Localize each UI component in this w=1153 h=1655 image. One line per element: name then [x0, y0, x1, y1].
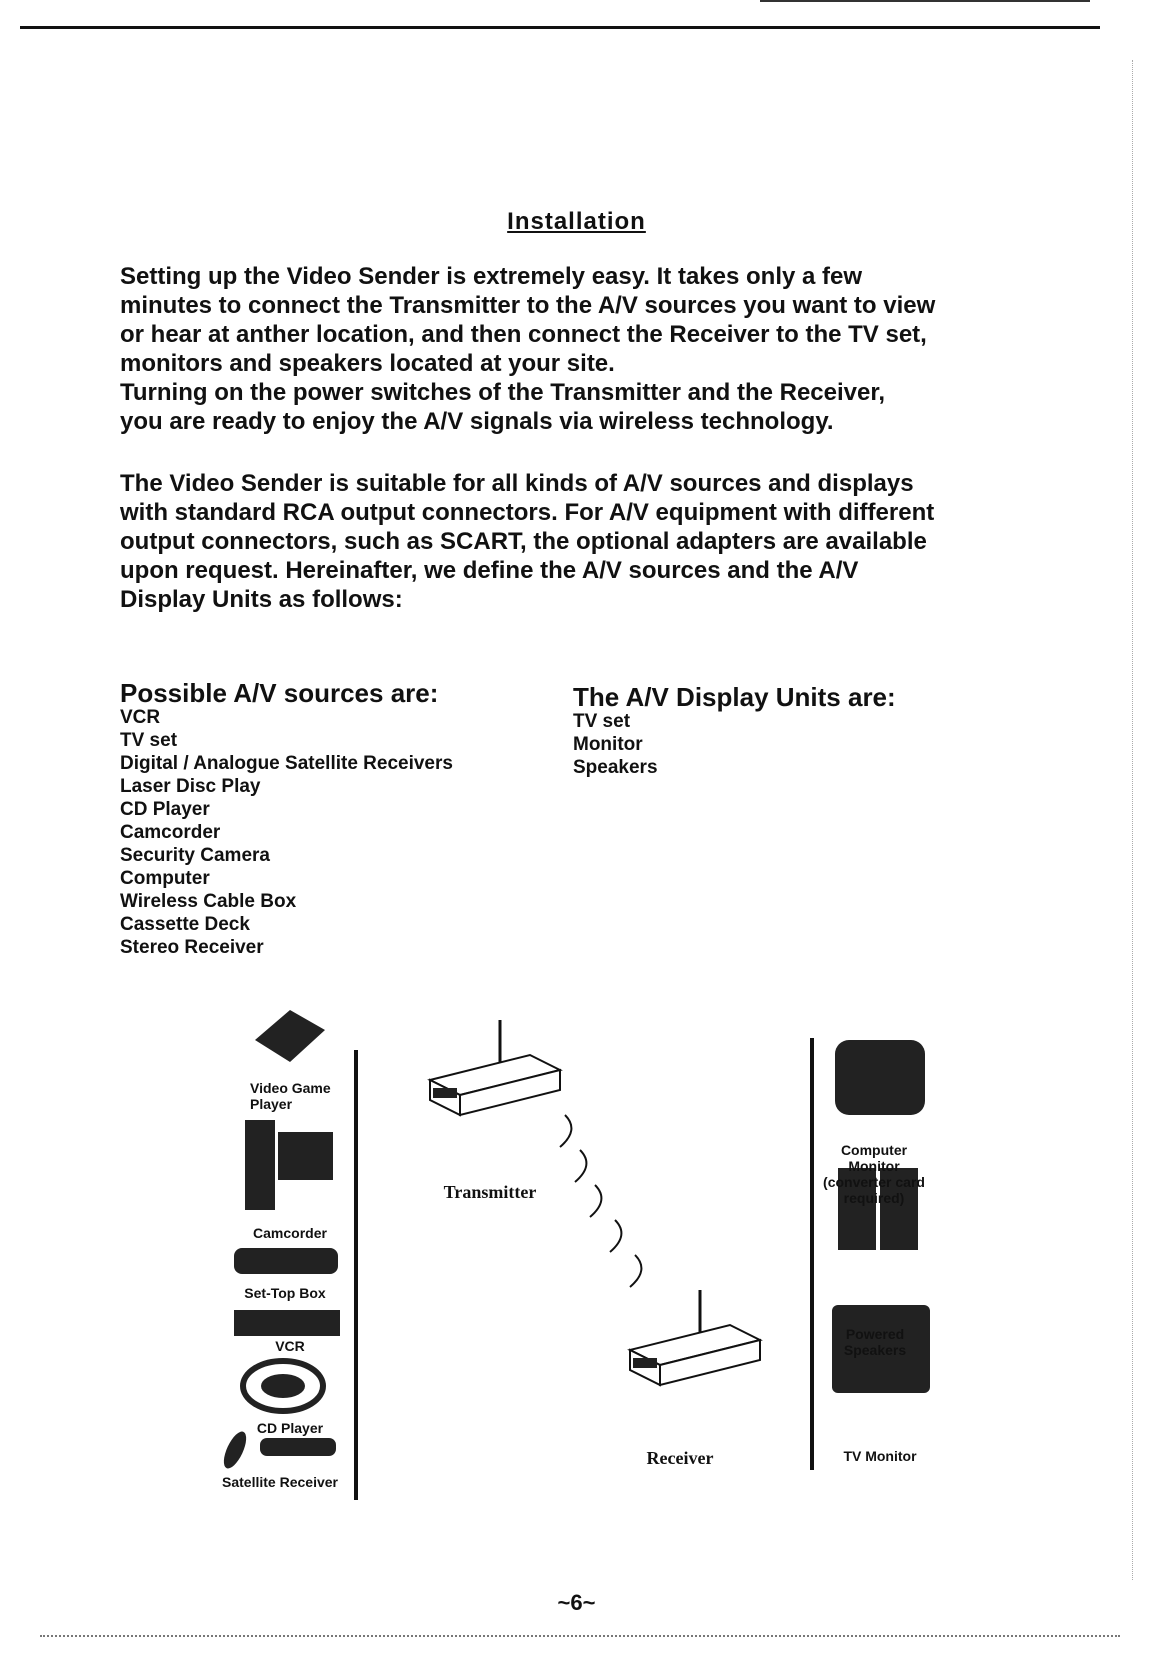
text-line: you are ready to enjoy the A/V signals via wireless technology.	[120, 408, 834, 435]
list-item: Monitor	[573, 734, 643, 755]
vcr-icon	[234, 1310, 340, 1336]
text-line: monitors and speakers located at your site.	[120, 350, 615, 377]
transmitter-label: Transmitter	[443, 1182, 537, 1202]
list-item: Wireless Cable Box	[120, 891, 297, 912]
list-item: Laser Disc Play	[120, 776, 261, 797]
text-line: with standard RCA output connectors. For A/V equipment with different	[120, 499, 935, 526]
receiver-label: Receiver	[646, 1448, 714, 1468]
vcr-label: VCR	[275, 1338, 305, 1354]
camcorder-icon	[245, 1120, 333, 1210]
text-line: Display Units as follows:	[120, 586, 403, 613]
satellite-receiver-label: Satellite Receiver	[222, 1474, 338, 1490]
computer-monitor-label: Computer Monitor (converter card required)	[823, 1142, 925, 1206]
sources-paragraph	[120, 469, 1020, 614]
sources-list	[120, 706, 453, 959]
settop-box-label: Set-Top Box	[244, 1285, 326, 1301]
tv-monitor-label: TV Monitor	[843, 1448, 917, 1464]
list-item: VCR	[120, 707, 161, 728]
text-line: upon request. Hereinafter, we define the A/V sources and the A/V	[120, 557, 859, 584]
camcorder-label: Camcorder	[253, 1225, 327, 1241]
list-item: CD Player	[120, 799, 210, 820]
displays-list	[573, 710, 658, 779]
text-line: output connectors, such as SCART, the optional adapters are available	[120, 528, 927, 555]
list-item: Stereo Receiver	[120, 937, 264, 958]
displays-heading: The A/V Display Units are:	[573, 682, 896, 712]
list-item: Computer	[120, 868, 210, 889]
list-item: Cassette Deck	[120, 914, 250, 935]
computer-monitor-icon	[835, 1040, 925, 1115]
list-item: Camcorder	[120, 822, 221, 843]
top-edge-line	[760, 0, 1090, 2]
list-item: Security Camera	[120, 845, 270, 866]
transmitter-icon	[430, 1020, 560, 1115]
list-item: Digital / Analogue Satellite Receivers	[120, 753, 453, 774]
wireless-waves-icon	[560, 1115, 641, 1287]
text-line: Turning on the power switches of the Transmitter and the Receiver,	[120, 379, 886, 406]
page-number: ~6~	[557, 1590, 596, 1615]
speakers-label: Powered Speakers	[843, 1326, 907, 1358]
intro-paragraph	[120, 262, 1020, 436]
sources-heading: Possible A/V sources are:	[120, 678, 439, 708]
cd-player-label: CD Player	[256, 1420, 324, 1436]
top-rule	[20, 26, 1100, 29]
text-line: Setting up the Video Sender is extremely easy. It takes only a few	[120, 263, 863, 290]
diagram-graphics	[0, 990, 1153, 1510]
text-line: The Video Sender is suitable for all kinds of A/V sources and displays	[120, 470, 914, 497]
text-line: minutes to connect the Transmitter to the A/V sources you want to view	[120, 292, 936, 319]
video-game-label: Video Game Player	[250, 1080, 331, 1112]
connection-diagram	[0, 990, 1153, 1510]
list-item: TV set	[573, 711, 631, 732]
settop-box-icon	[234, 1248, 338, 1274]
receiver-icon	[630, 1290, 760, 1385]
list-item: TV set	[120, 730, 178, 751]
video-game-icon	[255, 1010, 325, 1062]
page-title: Installation	[507, 208, 646, 235]
scan-bottom-dots	[40, 1635, 1120, 1639]
cd-player-icon	[243, 1361, 323, 1411]
list-item: Speakers	[573, 757, 658, 778]
text-line: or hear at anther location, and then connect the Receiver to the TV set,	[120, 321, 927, 348]
